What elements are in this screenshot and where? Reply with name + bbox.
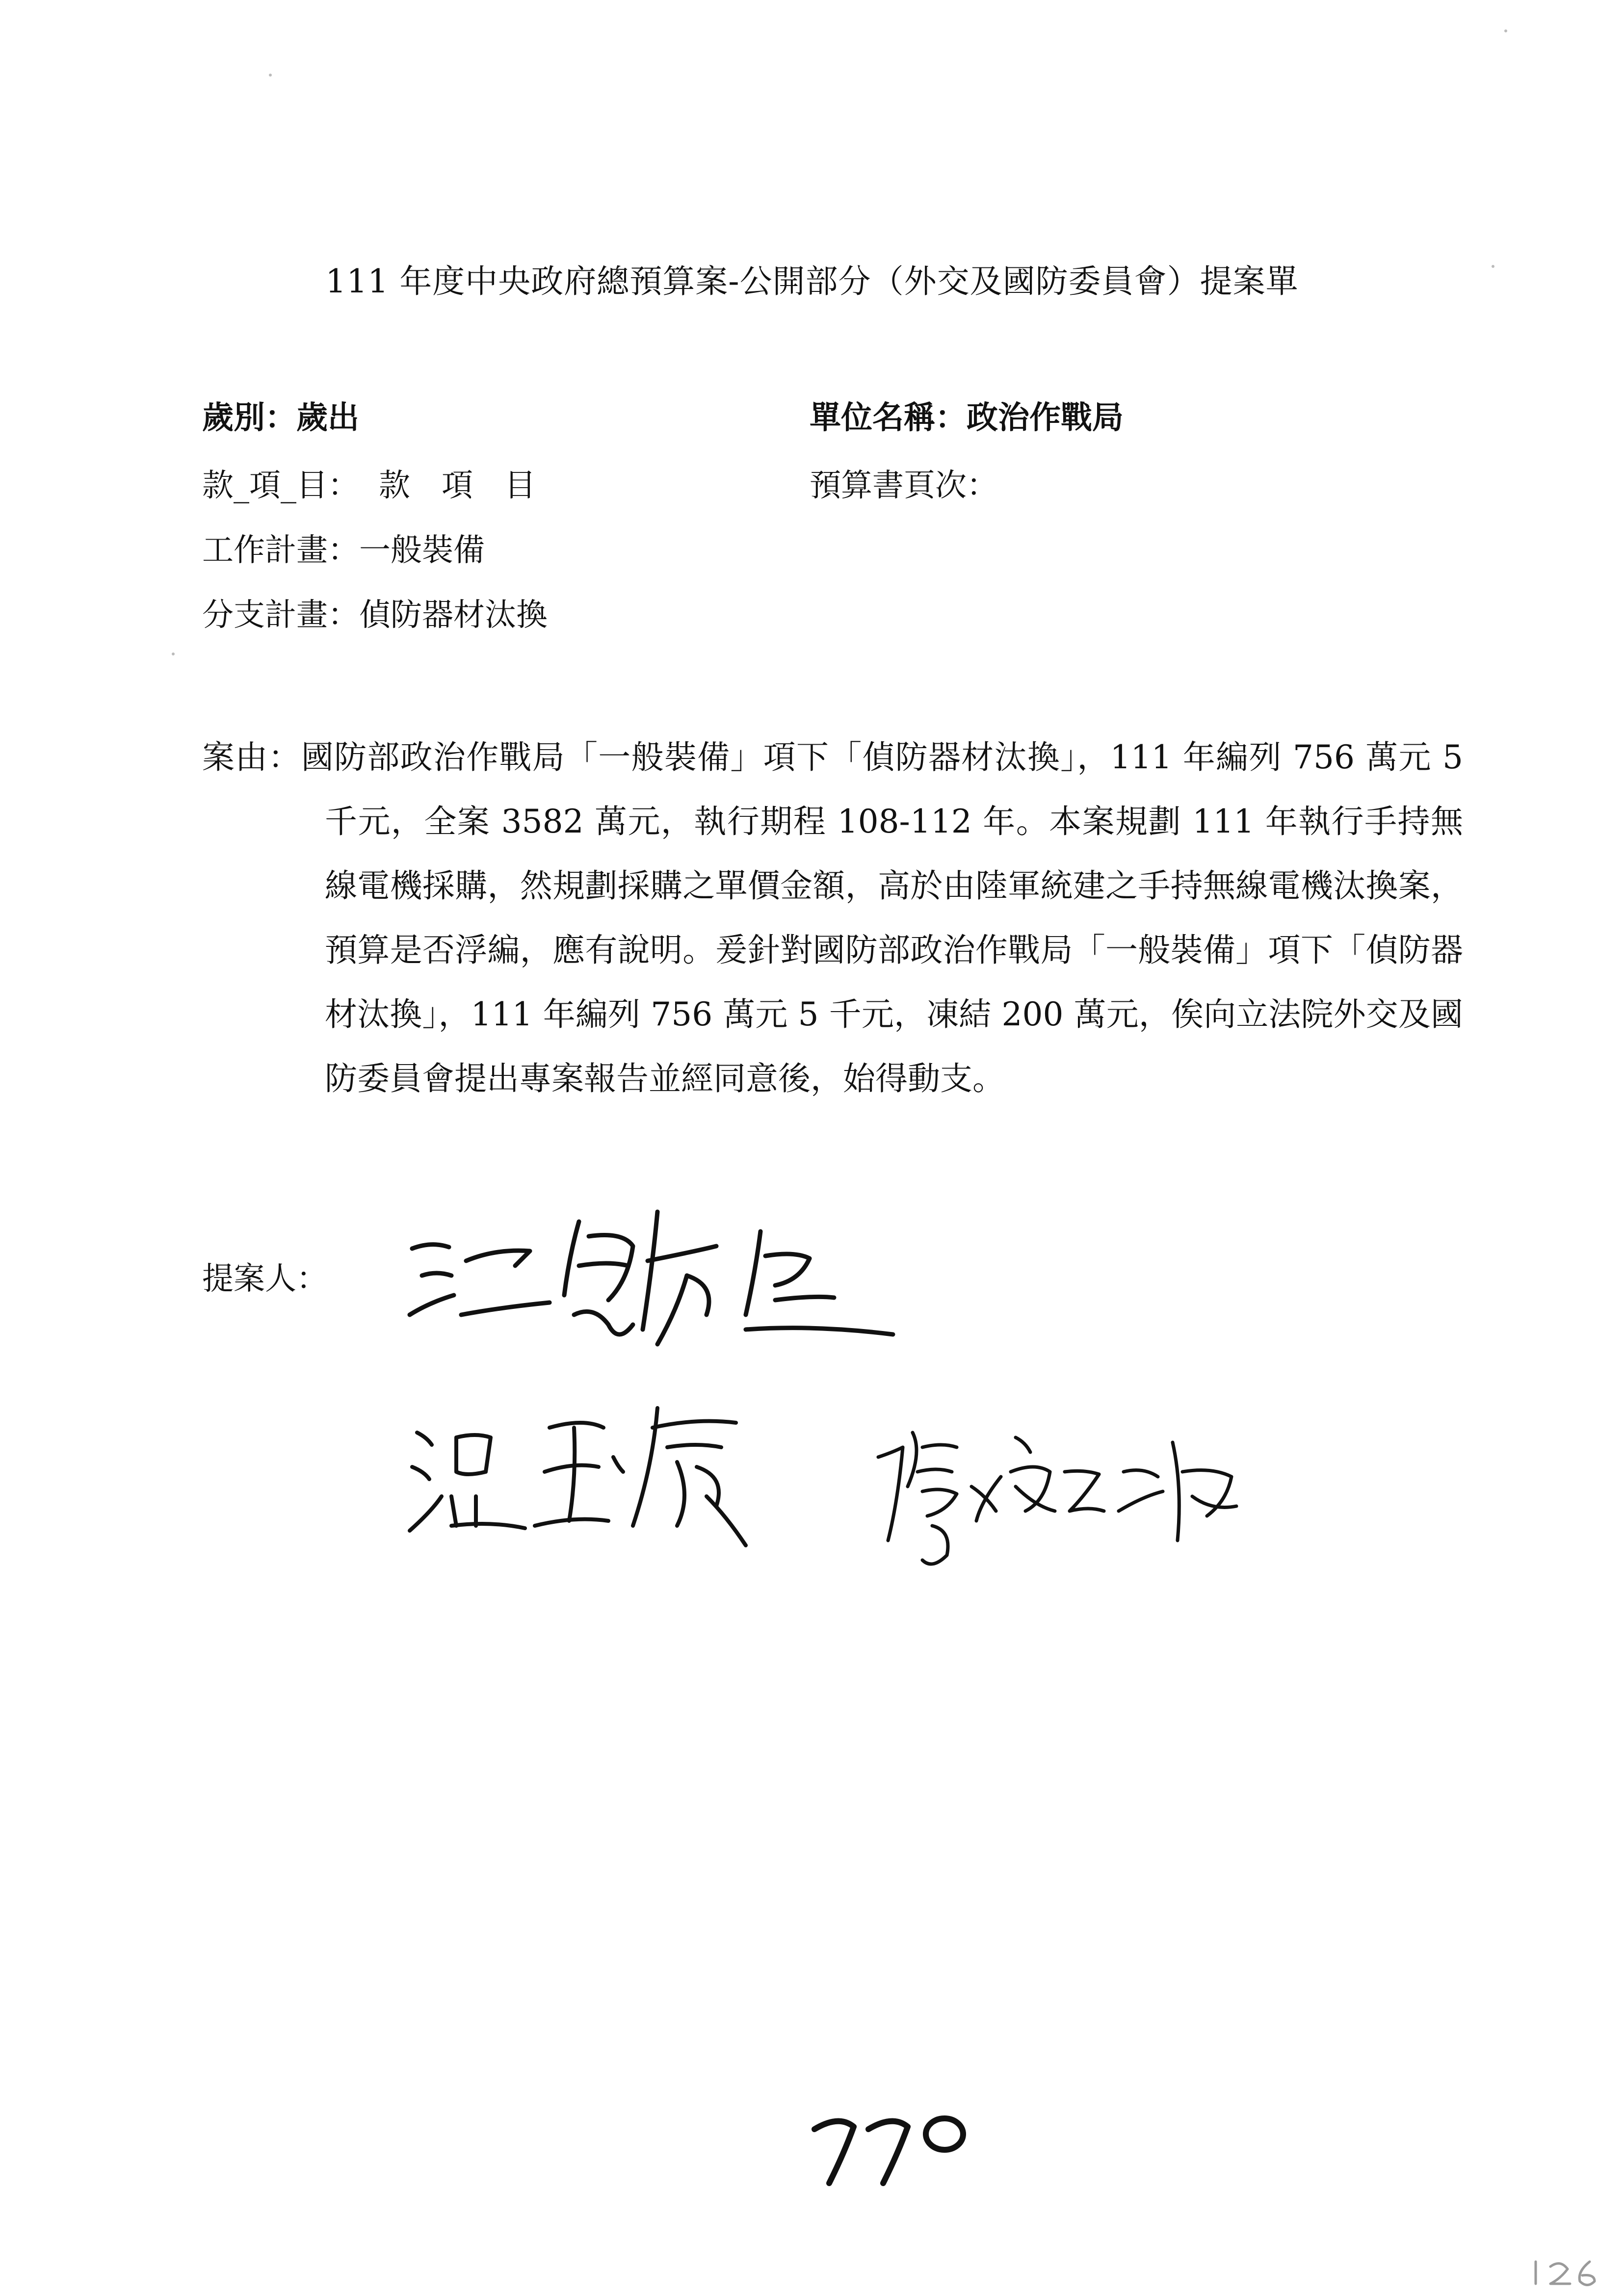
corner-page-mark (1526, 2252, 1604, 2293)
document-title: 111 年度中央政府總預算案-公開部分（外交及國防委員會）提案單 (325, 262, 1299, 300)
budget-page-field (810, 468, 998, 504)
category-value: 歲出 (296, 399, 359, 436)
work-plan-label: 工作計畫： (202, 532, 359, 569)
handwritten-page-number (805, 2105, 981, 2195)
signature-1 (402, 1202, 917, 1364)
signature-2 (402, 1398, 775, 1560)
scan-speck (172, 652, 175, 655)
sub-plan-field (202, 597, 548, 633)
item-label: 款_項_目： (202, 468, 359, 504)
signature-2-drawing (402, 1398, 775, 1560)
sub-plan-value: 偵防器材汰換 (359, 597, 548, 633)
signature-3 (868, 1413, 1261, 1590)
reason-label: 案由： (202, 738, 301, 776)
signature-1-drawing (402, 1202, 917, 1364)
reason-text: 國防部政治作戰局「一般裝備」項下「偵防器材汰換」，111 年編列 756 萬元 5 千元，全案 3582 萬元，執行期程 108-112 年。本案規劃 111 年執行手持無線電機採購，然規劃採購之單價金額，高於由陸軍統建之手持無線電機汰換案，預算是否浮編，應有說明。爰針對國防部政治作戰局「一般裝備」項下「偵防器材汰換」，111 年編列 756 萬元 5 千元，凍結 200 萬元，俟向立法院外交及國防委員會提出專案報告並經同意後，始得動支。 (301, 738, 1464, 1097)
budget-page-label: 預算書頁次： (810, 468, 998, 504)
unit-value: 政治作戰局 (967, 399, 1124, 436)
scan-speck (1504, 29, 1507, 32)
item-field (202, 468, 536, 504)
item-value: 款 項 目 (379, 468, 536, 504)
page-number-drawing (805, 2105, 981, 2193)
sub-plan-label: 分支計畫： (202, 597, 359, 633)
reason-paragraph (202, 725, 1463, 1111)
work-plan-value: 一般裝備 (359, 532, 485, 569)
category-label: 歲別： (202, 399, 296, 436)
corner-mark-drawing (1526, 2252, 1604, 2291)
unit-label: 單位名稱： (810, 399, 967, 436)
proposer-label: 提案人： (202, 1261, 328, 1297)
work-plan-field (202, 532, 485, 569)
signature-3-drawing (868, 1413, 1261, 1590)
scan-speck (269, 74, 272, 77)
scan-speck (1492, 265, 1494, 268)
unit-field (810, 399, 1124, 436)
category-field (202, 399, 359, 436)
